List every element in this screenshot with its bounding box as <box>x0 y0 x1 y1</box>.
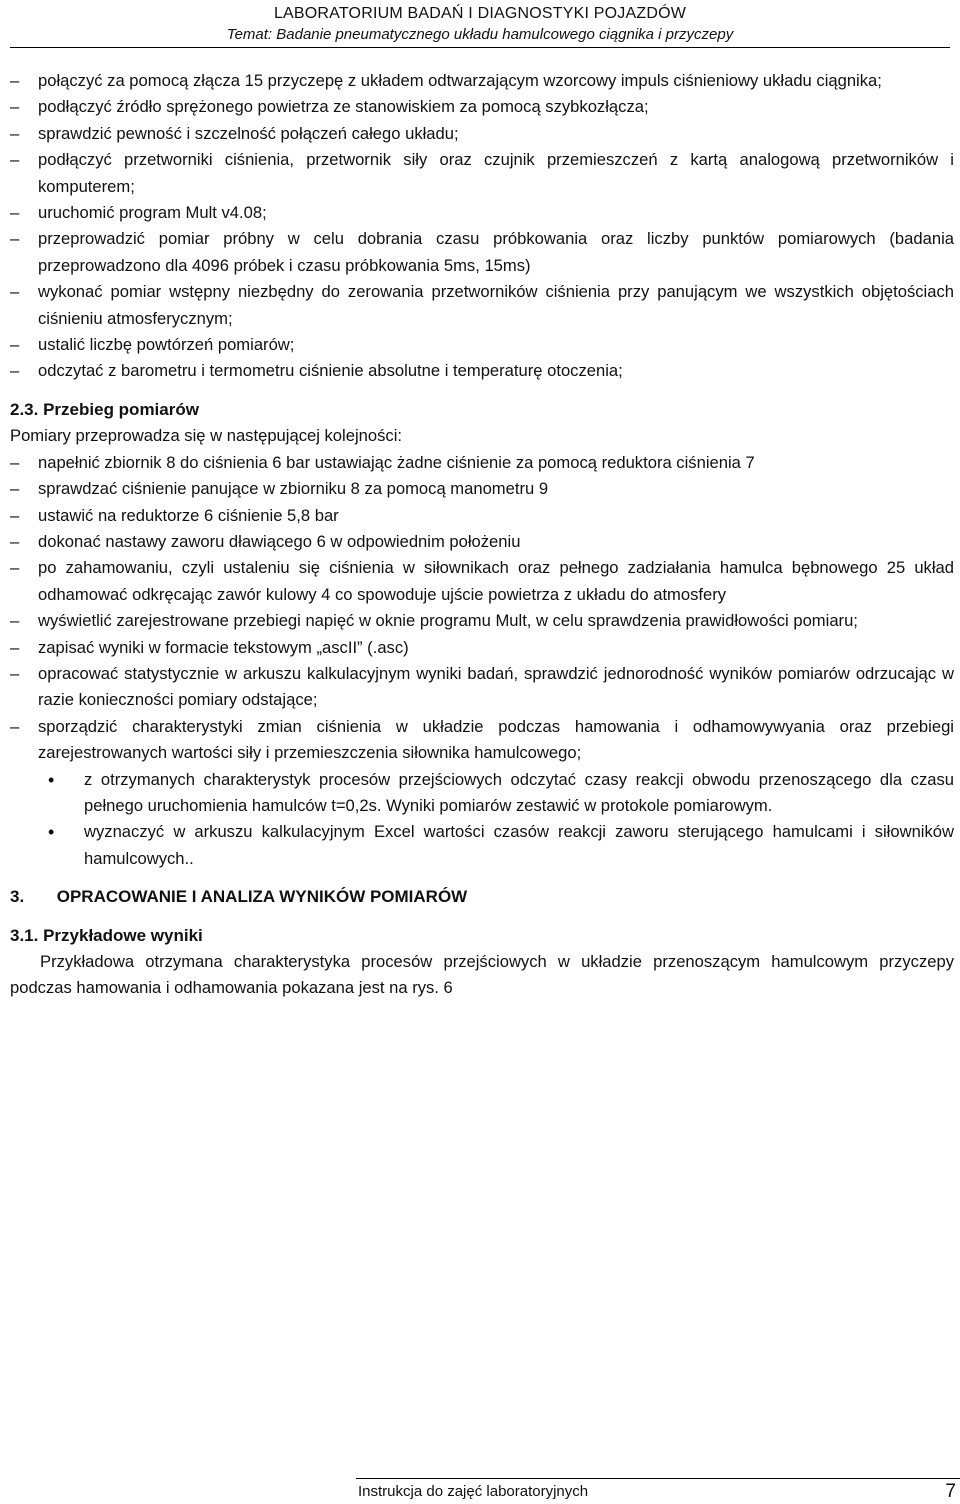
document-body <box>10 68 954 1002</box>
list-item: – po zahamowaniu, czyli ustaleniu się ciśnienia w siłownikach oraz pełnego zadziałania hamulca bębnowego 25 układ odhamować odkręcając zawór kulowy 4 co spowoduje ujście powietrza z układu do atmosfery <box>10 555 954 608</box>
section-title: Przykładowe wyniki <box>43 925 203 945</box>
page-number: 7 <box>945 1481 956 1502</box>
results-paragraph: Przykładowa otrzymana charakterystyka procesów przejściowych w układzie przenoszącym hamulcowym przyczepy podczas hamowania i odhamowania pokazana jest na rys. 6 <box>10 952 954 998</box>
list-item: – ustawić na reduktorze 6 ciśnienie 5,8 bar <box>10 503 954 529</box>
lab-name: LABORATORIUM BADAŃ I DIAGNOSTYKI POJAZDÓW <box>273 5 687 22</box>
preparation-list <box>10 68 954 385</box>
bullet-list <box>10 767 954 873</box>
list-item: – sporządzić charakterystyki zmian ciśnienia w układzie podczas hamowania i odhamowywyania oraz przebiegi zarejestrowanych wartości siły i przemieszczenia siłownika hamulcowego; <box>10 714 954 767</box>
list-item: – sprawdzać ciśnienie panujące w zbiorniku 8 za pomocą manometru 9 <box>10 476 954 502</box>
page-footer <box>356 1478 960 1502</box>
list-item: – wykonać pomiar wstępny niezbędny do zerowania przetworników ciśnienia przy panującym we wszystkich objętościach ciśnieniu atmosferycznym; <box>10 279 954 332</box>
footer-text: Instrukcja do zajęć laboratoryjnych <box>358 1483 589 1500</box>
list-item: – napełnić zbiornik 8 do ciśnienia 6 bar ustawiając żadne ciśnienie za pomocą reduktora ciśnienia 7 <box>10 450 954 476</box>
list-item: – podłączyć przetworniki ciśnienia, przetwornik siły oraz czujnik przemieszczeń z kartą analogową przetworników i komputerem; <box>10 147 954 200</box>
section-heading-3-1 <box>10 923 954 949</box>
list-item: – opracować statystycznie w arkuszu kalkulacyjnym wyniki badań, sprawdzić jednorodność wyników pomiarów odrzucając w razie konieczności pomiary odstające; <box>10 661 954 714</box>
bullet-item: • wyznaczyć w arkuszu kalkulacyjnym Excel wartości czasów reakcji zaworu sterującego hamulcami i siłowników hamulcowych.. <box>10 819 954 872</box>
list-item: – wyświetlić zarejestrowane przebiegi napięć w oknie programu Mult, w celu sprawdzenia prawidłowości pomiaru; <box>10 608 954 634</box>
topic-line: Temat: Badanie pneumatycznego układu hamulcowego ciągnika i przyczepy <box>226 26 734 43</box>
section-title: OPRACOWANIE I ANALIZA WYNIKÓW POMIARÓW <box>56 887 468 907</box>
list-item: – odczytać z barometru i termometru ciśnienie absolutne i temperaturę otoczenia; <box>10 358 954 384</box>
list-item: – zapisać wyniki w formacie tekstowym „ascII” (.asc) <box>10 635 954 661</box>
section-heading-3 <box>10 884 954 910</box>
list-item: – połączyć za pomocą złącza 15 przyczepę z układem odtwarzającym wzorcowy impuls ciśnieniowy układu ciągnika; <box>10 68 954 94</box>
list-item: – uruchomić program Mult v4.08; <box>10 200 954 226</box>
page-header <box>180 3 780 45</box>
list-item: – przeprowadzić pomiar próbny w celu dobrania czasu próbkowania oraz liczby punktów pomiarowych (badania przeprowadzono dla 4096 próbek i czasu próbkowania 5ms, 15ms) <box>10 226 954 279</box>
list-item: – podłączyć źródło sprężonego powietrza ze stanowiskiem za pomocą szybkozłącza; <box>10 94 954 120</box>
list-item: – sprawdzić pewność i szczelność połączeń całego układu; <box>10 121 954 147</box>
section-intro: Pomiary przeprowadza się w następującej kolejności: <box>10 426 402 446</box>
list-item: – ustalić liczbę powtórzeń pomiarów; <box>10 332 954 358</box>
bullet-item: • z otrzymanych charakterystyk procesów przejściowych odczytać czasy reakcji obwodu przenoszącego dla czasu pełnego uruchomienia hamulców t=0,2s. Wyniki pomiarów zestawić w protokole pomiarowym. <box>10 767 954 820</box>
section-number: 3.1. <box>10 925 39 945</box>
section-number: 3. <box>10 887 25 907</box>
procedure-list <box>10 450 954 767</box>
section-title: Przebieg pomiarów <box>43 399 199 419</box>
header-rule <box>10 47 950 48</box>
section-number: 2.3. <box>10 399 39 419</box>
section-heading-2-3 <box>10 397 954 423</box>
list-item: – dokonać nastawy zaworu dławiącego 6 w odpowiednim położeniu <box>10 529 954 555</box>
